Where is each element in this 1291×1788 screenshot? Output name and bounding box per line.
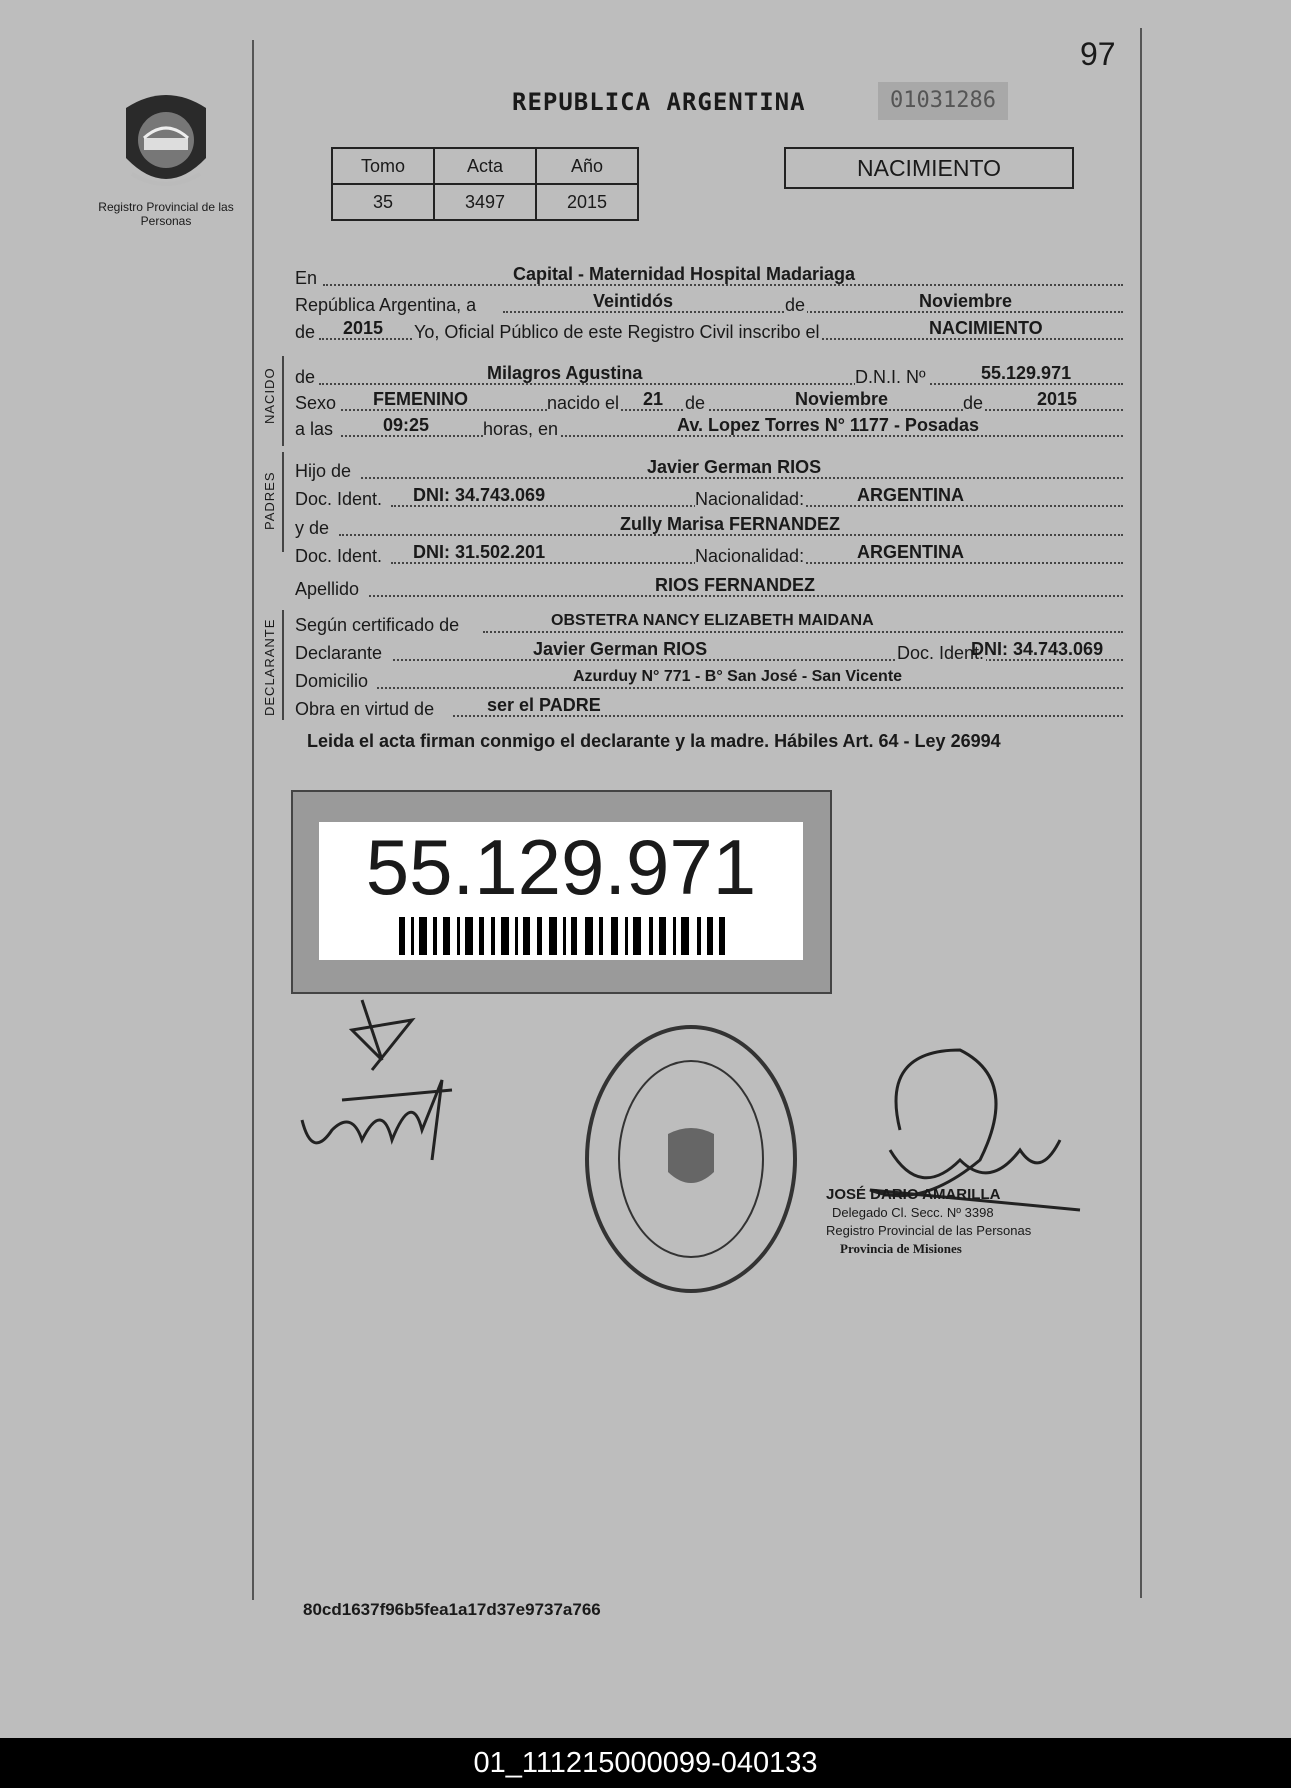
section-label-nacido: NACIDO — [262, 367, 277, 424]
page-number: 97 — [1080, 36, 1116, 72]
value-hora: 09:25 — [383, 415, 430, 435]
label-dni: D.N.I. Nº — [855, 367, 926, 387]
official-stamp-icon — [582, 1022, 800, 1297]
form-row-madre — [295, 513, 1123, 539]
value-declarante: Javier German RIOS — [533, 639, 708, 659]
label-hijo: Hijo de — [295, 461, 352, 481]
form-row-hijo — [295, 456, 1123, 482]
label-de: de — [785, 295, 806, 315]
official-province: Provincia de Misiones — [840, 1241, 962, 1256]
label-republica: República Argentina, a — [295, 295, 477, 315]
label-doc: Doc. Ident. — [295, 489, 383, 509]
value-domicilio: Azurduy N° 771 - B° San José - San Vicente — [573, 668, 903, 685]
form-row-sexo — [295, 388, 1123, 414]
value-anio: 2015 — [343, 318, 384, 338]
declarante-section-line — [282, 610, 284, 720]
value-obra: ser el PADRE — [487, 695, 601, 715]
form-row-apellido — [295, 574, 1123, 600]
label-alas: a las — [295, 419, 334, 439]
nacido-section-line — [282, 356, 284, 446]
label-yde: y de — [295, 518, 330, 538]
barcode-icon — [399, 917, 729, 955]
form-row-declarante — [295, 638, 1123, 664]
value-apellido: RIOS FERNANDEZ — [655, 575, 816, 595]
value-madre-doc: DNI: 31.502.201 — [413, 542, 546, 562]
value-en: Capital - Maternidad Hospital Madariaga — [513, 264, 856, 284]
right-margin-line — [1140, 28, 1142, 1598]
value-nacido-anio: 2015 — [1037, 389, 1078, 409]
label-nacido: nacido el — [547, 393, 620, 413]
value-nacido-mes: Noviembre — [795, 389, 889, 409]
label-nacionalidad-madre: Nacionalidad: — [695, 546, 805, 566]
value-padre: Javier German RIOS — [647, 457, 822, 477]
label-de5: de — [963, 393, 984, 413]
table-value-anio: 2015 — [536, 184, 638, 220]
dni-label-number: 55.129.971 — [365, 823, 757, 911]
label-doc-declarante: Doc. Ident. — [897, 643, 985, 663]
signature-left-icon — [292, 990, 472, 1190]
registry-caption: Registro Provincial de las Personas — [98, 200, 234, 228]
value-lugar: Av. Lopez Torres N° 1177 - Posadas — [677, 415, 979, 435]
table-header-tomo: Tomo — [332, 148, 434, 184]
padres-section-line — [282, 452, 284, 552]
document-hash: 80cd1637f96b5fea1a17d37e9737a766 — [303, 1600, 601, 1619]
dni-barcode-label — [291, 790, 832, 994]
left-margin-line — [252, 40, 254, 1600]
value-nombre: Milagros Agustina — [487, 363, 643, 383]
value-nacido-dia: 21 — [643, 389, 664, 409]
official-block — [826, 1186, 1031, 1258]
table-value-acta: 3497 — [434, 184, 536, 220]
value-sexo: FEMENINO — [373, 389, 469, 409]
label-declarante: Declarante — [295, 643, 383, 663]
value-padre-doc: DNI: 34.743.069 — [413, 485, 546, 505]
label-de2: de — [295, 322, 316, 342]
form-row-en — [295, 263, 1123, 289]
table-value-tomo: 35 — [332, 184, 434, 220]
section-label-padres: PADRES — [262, 471, 277, 530]
table-header-anio: Año — [536, 148, 638, 184]
label-de4: de — [685, 393, 706, 413]
label-en: En — [295, 268, 318, 288]
record-table — [331, 147, 639, 221]
closing-statement: Leida el acta firman conmigo el declarante y la madre. Hábiles Art. 64 - Ley 26994 — [307, 731, 1001, 751]
form-row-hora — [295, 414, 1123, 440]
value-dia: Veintidós — [593, 291, 674, 311]
value-segun: OBSTETRA NANCY ELIZABETH MAIDANA — [551, 612, 874, 629]
form-row-obra — [295, 694, 1123, 720]
label-horas: horas, en — [483, 419, 559, 439]
value-dni: 55.129.971 — [981, 363, 1072, 383]
table-header-acta: Acta — [434, 148, 536, 184]
label-apellido: Apellido — [295, 579, 360, 599]
value-madre: Zully Marisa FERNANDEZ — [620, 514, 841, 534]
value-madre-nac: ARGENTINA — [857, 542, 964, 562]
label-yo: Yo, Oficial Público de este Registro Civil inscribo el — [414, 322, 820, 342]
label-segun: Según certificado de — [295, 615, 460, 635]
form-row-nombre — [295, 362, 1123, 388]
form-row-padre-doc — [295, 484, 1123, 510]
label-sexo: Sexo — [295, 393, 337, 413]
form-row-domicilio — [295, 666, 1123, 692]
record-type-box: NACIMIENTO — [784, 147, 1074, 189]
official-title: Delegado Cl. Secc. Nº 3398 — [832, 1205, 994, 1220]
value-tipo: NACIMIENTO — [929, 318, 1043, 338]
coat-of-arms-icon — [118, 88, 214, 196]
label-nacionalidad: Nacionalidad: — [695, 489, 805, 509]
form-row-madre-doc — [295, 541, 1123, 567]
label-obra: Obra en virtud de — [295, 699, 435, 719]
label-domicilio: Domicilio — [295, 671, 369, 691]
value-padre-nac: ARGENTINA — [857, 485, 964, 505]
form-row-republica — [295, 290, 1123, 316]
document-title: REPUBLICA ARGENTINA — [512, 88, 806, 116]
form-row-segun — [295, 610, 1123, 636]
section-label-declarante: DECLARANTE — [262, 618, 277, 716]
official-registry: Registro Provincial de las Personas — [826, 1223, 1032, 1238]
label-doc-madre: Doc. Ident. — [295, 546, 383, 566]
label-de3: de — [295, 367, 316, 387]
form-row-anio — [295, 317, 1123, 343]
serial-number: 01031286 — [878, 82, 1008, 120]
official-name: JOSÉ DARIO AMARILLA — [826, 1186, 1001, 1203]
value-declarante-doc: DNI: 34.743.069 — [971, 639, 1104, 659]
value-mes: Noviembre — [919, 291, 1013, 311]
footer-id-bar: 01_111215000099-040133 — [0, 1738, 1291, 1788]
